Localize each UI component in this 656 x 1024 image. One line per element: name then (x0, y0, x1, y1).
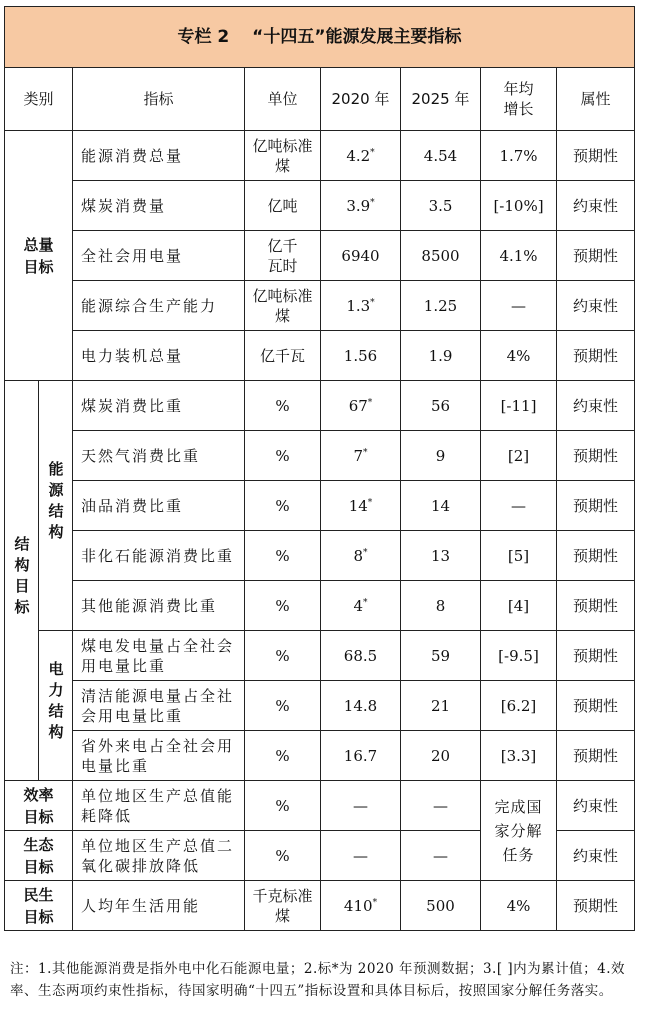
group-structure (5, 381, 39, 781)
row-growth: [5] (481, 531, 557, 581)
table-row (5, 231, 635, 281)
table-row (5, 331, 635, 381)
row-indicator: 油品消费比重 (73, 481, 245, 531)
row-growth: 4% (481, 881, 557, 931)
row-unit: % (245, 631, 321, 681)
row-attribute: 预期性 (557, 681, 635, 731)
estimate-mark: * (372, 897, 378, 908)
table-row (5, 181, 635, 231)
table-row (5, 681, 635, 731)
table-row (5, 381, 635, 431)
table-row (5, 631, 635, 681)
row-indicator: 能源综合生产能力 (73, 281, 245, 331)
row-2020 (321, 581, 401, 631)
row-growth: 1.7% (481, 131, 557, 181)
estimate-mark: * (363, 547, 368, 558)
row-unit: % (245, 481, 321, 531)
row-2020-value: 410 (343, 896, 373, 915)
row-2020 (321, 681, 401, 731)
row-2025: 13 (401, 531, 481, 581)
row-2020-value: 1.3 (346, 296, 371, 315)
row-2020 (321, 231, 401, 281)
row-attribute: 约束性 (557, 781, 635, 831)
estimate-mark: * (367, 397, 373, 408)
row-2020-value: 14.8 (343, 696, 378, 715)
row-2020: — (321, 781, 401, 831)
row-unit: 亿吨 (245, 181, 321, 231)
row-attribute: 预期性 (557, 331, 635, 381)
row-attribute: 预期性 (557, 481, 635, 531)
table-row (5, 781, 635, 831)
row-unit-text: 亿吨标准煤 (252, 286, 313, 325)
header-indicator: 指标 (73, 68, 245, 131)
row-2020-value: 16.7 (343, 746, 378, 765)
row-2020 (321, 881, 401, 931)
group-ecology-label: 生态目标 (23, 835, 54, 876)
row-2020 (321, 631, 401, 681)
row-2025: 56 (401, 381, 481, 431)
row-unit (245, 131, 321, 181)
row-2020: — (321, 831, 401, 881)
row-2020 (321, 331, 401, 381)
row-attribute: 约束性 (557, 381, 635, 431)
row-indicator: 电力装机总量 (73, 331, 245, 381)
row-indicator: 煤电发电量占全社会用电量比重 (73, 631, 245, 681)
row-growth: 4.1% (481, 231, 557, 281)
row-unit (245, 231, 321, 281)
row-growth: [2] (481, 431, 557, 481)
row-indicator: 其他能源消费比重 (73, 581, 245, 631)
group-power-structure (39, 631, 73, 781)
table-title: 专栏 2 “十四五”能源发展主要指标 (5, 7, 635, 68)
row-indicator: 人均年生活用能 (73, 881, 245, 931)
row-2020-value: 6940 (341, 246, 380, 265)
row-2025: — (401, 831, 481, 881)
row-2025: 8500 (401, 231, 481, 281)
row-indicator: 天然气消费比重 (73, 431, 245, 481)
row-attribute: 预期性 (557, 731, 635, 781)
row-indicator: 省外来电占全社会用电量比重 (73, 731, 245, 781)
row-attribute: 约束性 (557, 831, 635, 881)
row-attribute: 预期性 (557, 631, 635, 681)
group-livelihood-label: 民生目标 (23, 885, 54, 926)
group-ecology (5, 831, 73, 881)
group-energy-structure (39, 381, 73, 631)
table-row (5, 431, 635, 481)
row-attribute: 预期性 (557, 431, 635, 481)
row-growth-merged-text: 完成国家分解任务 (494, 797, 543, 864)
group-efficiency-label: 效率目标 (23, 785, 54, 826)
row-2020 (321, 431, 401, 481)
header-2025: 2025 年 (401, 68, 481, 131)
estimate-mark: * (367, 497, 373, 508)
row-growth: — (481, 281, 557, 331)
row-indicator: 非化石能源消费比重 (73, 531, 245, 581)
header-unit: 单位 (245, 68, 321, 131)
row-growth: [3.3] (481, 731, 557, 781)
row-2025: 1.25 (401, 281, 481, 331)
row-2025: 20 (401, 731, 481, 781)
row-attribute: 预期性 (557, 581, 635, 631)
header-2020: 2020 年 (321, 68, 401, 131)
table-row (5, 731, 635, 781)
table-row (5, 531, 635, 581)
row-2020-value: 68.5 (343, 646, 378, 665)
row-unit (245, 281, 321, 331)
row-2025: 500 (401, 881, 481, 931)
group-energy-structure-label: 能源结构 (46, 460, 65, 545)
row-2025: 8 (401, 581, 481, 631)
row-unit: % (245, 731, 321, 781)
row-indicator: 单位地区生产总值能耗降低 (73, 781, 245, 831)
row-unit-text: 千克标准煤 (252, 886, 313, 925)
row-2020-value: 14 (348, 496, 368, 515)
row-unit-text: 亿吨标准煤 (252, 136, 313, 175)
table-row (5, 581, 635, 631)
row-growth: — (481, 481, 557, 531)
row-growth-merged (481, 781, 557, 881)
header-growth (481, 68, 557, 131)
group-structure-label: 结构目标 (12, 535, 31, 620)
row-indicator: 全社会用电量 (73, 231, 245, 281)
estimate-mark: * (363, 447, 368, 458)
group-total-label: 总量目标 (23, 235, 54, 276)
group-total (5, 131, 73, 381)
row-indicator: 煤炭消费比重 (73, 381, 245, 431)
row-growth: [-10%] (481, 181, 557, 231)
row-2020 (321, 381, 401, 431)
row-2025: 3.5 (401, 181, 481, 231)
energy-indicator-table (4, 6, 635, 931)
header-attribute: 属性 (557, 68, 635, 131)
estimate-mark: * (363, 597, 368, 608)
row-unit: % (245, 831, 321, 881)
row-growth: 4% (481, 331, 557, 381)
row-2025: 1.9 (401, 331, 481, 381)
row-2020-value: 3.9 (346, 196, 371, 215)
row-2025: 9 (401, 431, 481, 481)
row-2025: 21 (401, 681, 481, 731)
row-growth: [4] (481, 581, 557, 631)
row-indicator: 单位地区生产总值二氧化碳排放降低 (73, 831, 245, 881)
row-2020 (321, 181, 401, 231)
estimate-mark: * (370, 197, 375, 208)
row-2020-value: 67 (348, 396, 368, 415)
row-2025: — (401, 781, 481, 831)
row-2020-value: 4 (353, 596, 364, 615)
row-unit: % (245, 781, 321, 831)
row-2020 (321, 281, 401, 331)
row-2020 (321, 531, 401, 581)
table-row (5, 481, 635, 531)
row-2025: 59 (401, 631, 481, 681)
row-growth: [-11] (481, 381, 557, 431)
table-row (5, 281, 635, 331)
row-unit: % (245, 681, 321, 731)
row-attribute: 预期性 (557, 131, 635, 181)
row-unit: % (245, 581, 321, 631)
row-2020-value: 4.2 (346, 146, 371, 165)
row-indicator: 能源消费总量 (73, 131, 245, 181)
row-growth: [6.2] (481, 681, 557, 731)
estimate-mark: * (370, 147, 375, 158)
table-row (5, 881, 635, 931)
row-unit: % (245, 531, 321, 581)
header-category: 类别 (5, 68, 73, 131)
row-growth: [-9.5] (481, 631, 557, 681)
row-attribute: 预期性 (557, 231, 635, 281)
table-footnote: 注：1.其他能源消费是指外电中化石能源电量；2.标*为 2020 年预测数据；3.[ ]内为累计值；4.效率、生态两项约束性指标，待国家明确“十四五”指标设置和具体目标后，按照国家分解任务落实。 (10, 961, 626, 999)
row-attribute: 预期性 (557, 881, 635, 931)
group-efficiency (5, 781, 73, 831)
row-unit: % (245, 381, 321, 431)
row-2020-value: 1.56 (343, 346, 378, 365)
row-2020-value: 8 (353, 546, 364, 565)
row-indicator: 清洁能源电量占全社会用电量比重 (73, 681, 245, 731)
header-growth-label: 年均增长 (503, 80, 534, 118)
group-power-structure-label: 电力结构 (46, 660, 65, 745)
group-livelihood (5, 881, 73, 931)
row-attribute: 预期性 (557, 531, 635, 581)
row-2025: 14 (401, 481, 481, 531)
table-row (5, 131, 635, 181)
row-2020 (321, 131, 401, 181)
row-unit: 亿千瓦 (245, 331, 321, 381)
estimate-mark: * (370, 297, 375, 308)
row-indicator: 煤炭消费量 (73, 181, 245, 231)
row-2020-value: 7 (353, 446, 364, 465)
row-unit: % (245, 431, 321, 481)
row-unit-text: 亿千瓦时 (267, 236, 298, 275)
row-unit (245, 881, 321, 931)
row-attribute: 约束性 (557, 181, 635, 231)
indicator-table-container (4, 6, 634, 931)
row-attribute: 约束性 (557, 281, 635, 331)
row-2020 (321, 731, 401, 781)
row-2025: 4.54 (401, 131, 481, 181)
row-2020 (321, 481, 401, 531)
